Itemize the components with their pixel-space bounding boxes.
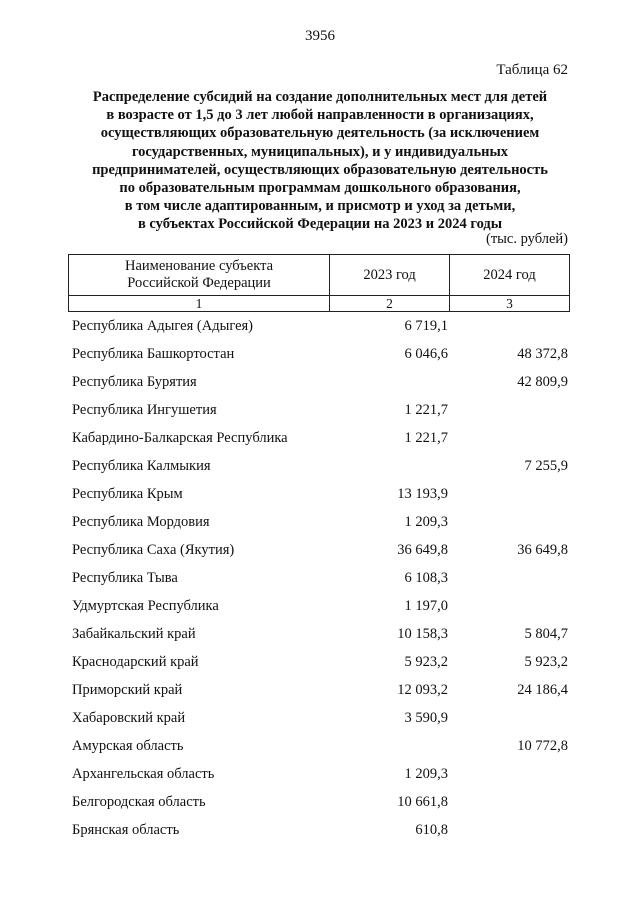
table-row bbox=[0, 424, 640, 452]
header-region-name bbox=[69, 255, 330, 296]
table-body bbox=[0, 312, 640, 844]
region-name: Архангельская область bbox=[72, 766, 215, 782]
value-2023: 5 923,2 bbox=[404, 654, 448, 670]
title-line: в субъектах Российской Федерации на 2023 и 2024 годы bbox=[137, 216, 503, 233]
table-row bbox=[0, 704, 640, 732]
value-2024: 36 649,8 bbox=[517, 542, 568, 558]
title-line: государственных, муниципальных), и у индивидуальных bbox=[131, 143, 509, 160]
column-number-3: 3 bbox=[450, 296, 570, 312]
value-2023: 610,8 bbox=[415, 822, 448, 838]
table-row bbox=[0, 676, 640, 704]
title-line: в том числе адаптированным, и присмотр и уход за детьми, bbox=[124, 198, 516, 215]
region-name: Республика Тыва bbox=[72, 570, 178, 586]
value-2023: 6 046,6 bbox=[404, 346, 448, 362]
table-row bbox=[0, 788, 640, 816]
column-number-1: 1 bbox=[69, 296, 330, 312]
table-row bbox=[0, 340, 640, 368]
value-2023: 6 108,3 bbox=[404, 570, 448, 586]
region-name: Республика Башкортостан bbox=[72, 346, 235, 362]
region-name: Приморский край bbox=[72, 682, 183, 698]
region-name: Забайкальский край bbox=[72, 626, 196, 642]
value-2023: 1 209,3 bbox=[404, 514, 448, 530]
table-row bbox=[0, 368, 640, 396]
table-label: Таблица 62 bbox=[496, 62, 568, 78]
table-row bbox=[0, 816, 640, 844]
value-2023: 10 158,3 bbox=[397, 626, 448, 642]
value-2023: 36 649,8 bbox=[397, 542, 448, 558]
value-2023: 1 221,7 bbox=[404, 402, 448, 418]
value-2024: 24 186,4 bbox=[517, 682, 568, 698]
table-row bbox=[0, 536, 640, 564]
region-name: Белгородская область bbox=[72, 794, 206, 810]
table-row bbox=[0, 592, 640, 620]
region-name: Республика Бурятия bbox=[72, 374, 197, 390]
table-header bbox=[68, 254, 570, 312]
region-name: Удмуртская Республика bbox=[72, 598, 219, 614]
table-row bbox=[0, 508, 640, 536]
value-2023: 1 209,3 bbox=[404, 766, 448, 782]
title-line: в возрасте от 1,5 до 3 лет любой направленности в организациях, bbox=[106, 107, 534, 124]
value-2023: 10 661,8 bbox=[397, 794, 448, 810]
region-name: Республика Ингушетия bbox=[72, 402, 217, 418]
region-name: Республика Саха (Якутия) bbox=[72, 542, 235, 558]
value-2023: 3 590,9 bbox=[404, 710, 448, 726]
value-2023: 1 197,0 bbox=[404, 598, 448, 614]
table-title bbox=[60, 88, 580, 234]
table-row bbox=[0, 396, 640, 424]
table-row bbox=[0, 648, 640, 676]
table-row bbox=[0, 452, 640, 480]
column-number-2: 2 bbox=[330, 296, 450, 312]
value-2023: 13 193,9 bbox=[397, 486, 448, 502]
table-row bbox=[0, 760, 640, 788]
table-row bbox=[0, 312, 640, 340]
region-name: Брянская область bbox=[72, 822, 180, 838]
table-row bbox=[0, 564, 640, 592]
title-line: осуществляющих образовательную деятельность (за исключением bbox=[100, 125, 540, 142]
value-2024: 42 809,9 bbox=[517, 374, 568, 390]
value-2023: 6 719,1 bbox=[404, 318, 448, 334]
value-2023: 12 093,2 bbox=[397, 682, 448, 698]
value-2024: 5 804,7 bbox=[524, 626, 568, 642]
value-2023: 1 221,7 bbox=[404, 430, 448, 446]
header-region-name-line: Наименование субъекта bbox=[125, 258, 274, 274]
region-name: Кабардино-Балкарская Республика bbox=[72, 430, 288, 446]
region-name: Краснодарский край bbox=[72, 654, 199, 670]
units-label: (тыс. рублей) bbox=[486, 231, 568, 247]
value-2024: 7 255,9 bbox=[524, 458, 568, 474]
page-number: 3956 bbox=[305, 28, 335, 44]
value-2024: 5 923,2 bbox=[524, 654, 568, 670]
region-name: Хабаровский край bbox=[72, 710, 186, 726]
table-row bbox=[0, 732, 640, 760]
region-name: Республика Калмыкия bbox=[72, 458, 211, 474]
title-line: Распределение субсидий на создание дополнительных мест для детей bbox=[92, 89, 548, 105]
header-region-name-line: Российской Федерации bbox=[127, 275, 271, 291]
table-row bbox=[0, 620, 640, 648]
value-2024: 10 772,8 bbox=[517, 738, 568, 754]
region-name: Амурская область bbox=[72, 738, 184, 754]
region-name: Республика Крым bbox=[72, 486, 183, 502]
region-name: Республика Адыгея (Адыгея) bbox=[72, 318, 254, 334]
header-2024: 2024 год bbox=[450, 255, 570, 296]
title-line: по образовательным программам дошкольного образования, bbox=[119, 180, 521, 197]
region-name: Республика Мордовия bbox=[72, 514, 210, 530]
value-2024: 48 372,8 bbox=[517, 346, 568, 362]
title-line: предпринимателей, осуществляющих образовательную деятельность bbox=[92, 161, 548, 178]
header-2023: 2023 год bbox=[330, 255, 450, 296]
table-row bbox=[0, 480, 640, 508]
